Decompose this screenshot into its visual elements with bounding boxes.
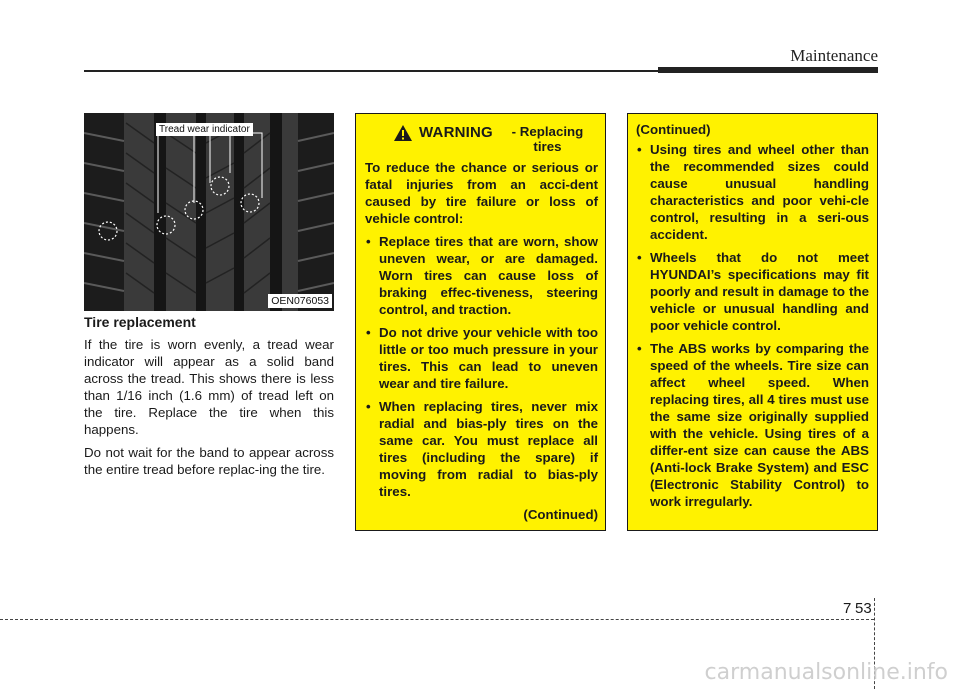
body-paragraph: If the tire is worn evenly, a tread wear indicator will appear as a solid band across the tread. This shows there is less than 1/16 inch (1.6 mm) of tread left on the tire. Replace the tire when this happens.: [84, 337, 334, 437]
warning-box: [355, 113, 606, 531]
page-number: 53: [855, 600, 872, 617]
tire-tread-figure: [84, 113, 334, 311]
section-title: Maintenance: [790, 46, 878, 65]
list-item: • When replacing tires, never mix radial and bias-ply tires on the same car. You must replace all tires (including the spare) if moving from radial to bias-ply tires.: [365, 398, 598, 500]
continued-bullet-list: [636, 141, 869, 510]
tire-tread-illustration: [84, 113, 334, 311]
warning-header: [393, 124, 598, 154]
body-paragraph: Do not wait for the band to appear across the entire tread before replac-ing the tire.: [84, 445, 334, 477]
list-item: • Wheels that do not meet HYUNDAI’s specifications may fit poorly and result in damage to the vehicle or unusual handling and poor vehicle control.: [636, 249, 869, 334]
list-item: • Do not drive your vehicle with too little or too much pressure in your tires. This can lead to uneven wear and tire failure.: [365, 324, 598, 392]
figure-code: OEN076053: [268, 294, 332, 308]
list-item: • The ABS works by comparing the speed of the wheels. Tire size can affect wheel speed. When replacing tires, all 4 tires must use the same size originally supplied with the vehicle. Using tires of a differ-ent size can cause the ABS (Anti-lock Brake System) and ESC (Electronic Stability Control) to work irregularly.: [636, 340, 869, 510]
tread-wear-indicator-label: Tread wear indicator: [156, 123, 253, 136]
list-item: • Using tires and wheel other than the recommended sizes could cause unusual handling characteristics and poor vehi-cle control, resulting in a seri-ous accident.: [636, 141, 869, 243]
footer-rule: [0, 619, 874, 620]
continued-label: (Continued): [523, 507, 598, 522]
warning-continued-box: [627, 113, 878, 531]
chapter-number: 7: [843, 600, 852, 617]
tire-replacement-heading: Tire replacement: [84, 314, 196, 330]
warning-topic: - Replacing tires: [511, 124, 584, 154]
watermark: carmanualsonline.info: [704, 660, 948, 685]
continued-label: (Continued): [636, 122, 711, 137]
list-item: • Replace tires that are worn, show uneven wear, or are damaged. Worn tires can cause loss of braking effec-tiveness, steering control, and traction.: [365, 233, 598, 318]
left-text-column: [84, 314, 334, 484]
warning-bullet-list: [365, 233, 598, 500]
header-rule: [84, 70, 660, 72]
header-rule-bold: [658, 67, 878, 73]
warning-intro: To reduce the chance or serious or fatal injuries from an acci-dent caused by tire failure or loss of vehicle control:: [365, 160, 598, 226]
warning-triangle-icon: [393, 124, 413, 142]
warning-word: WARNING: [419, 124, 493, 141]
